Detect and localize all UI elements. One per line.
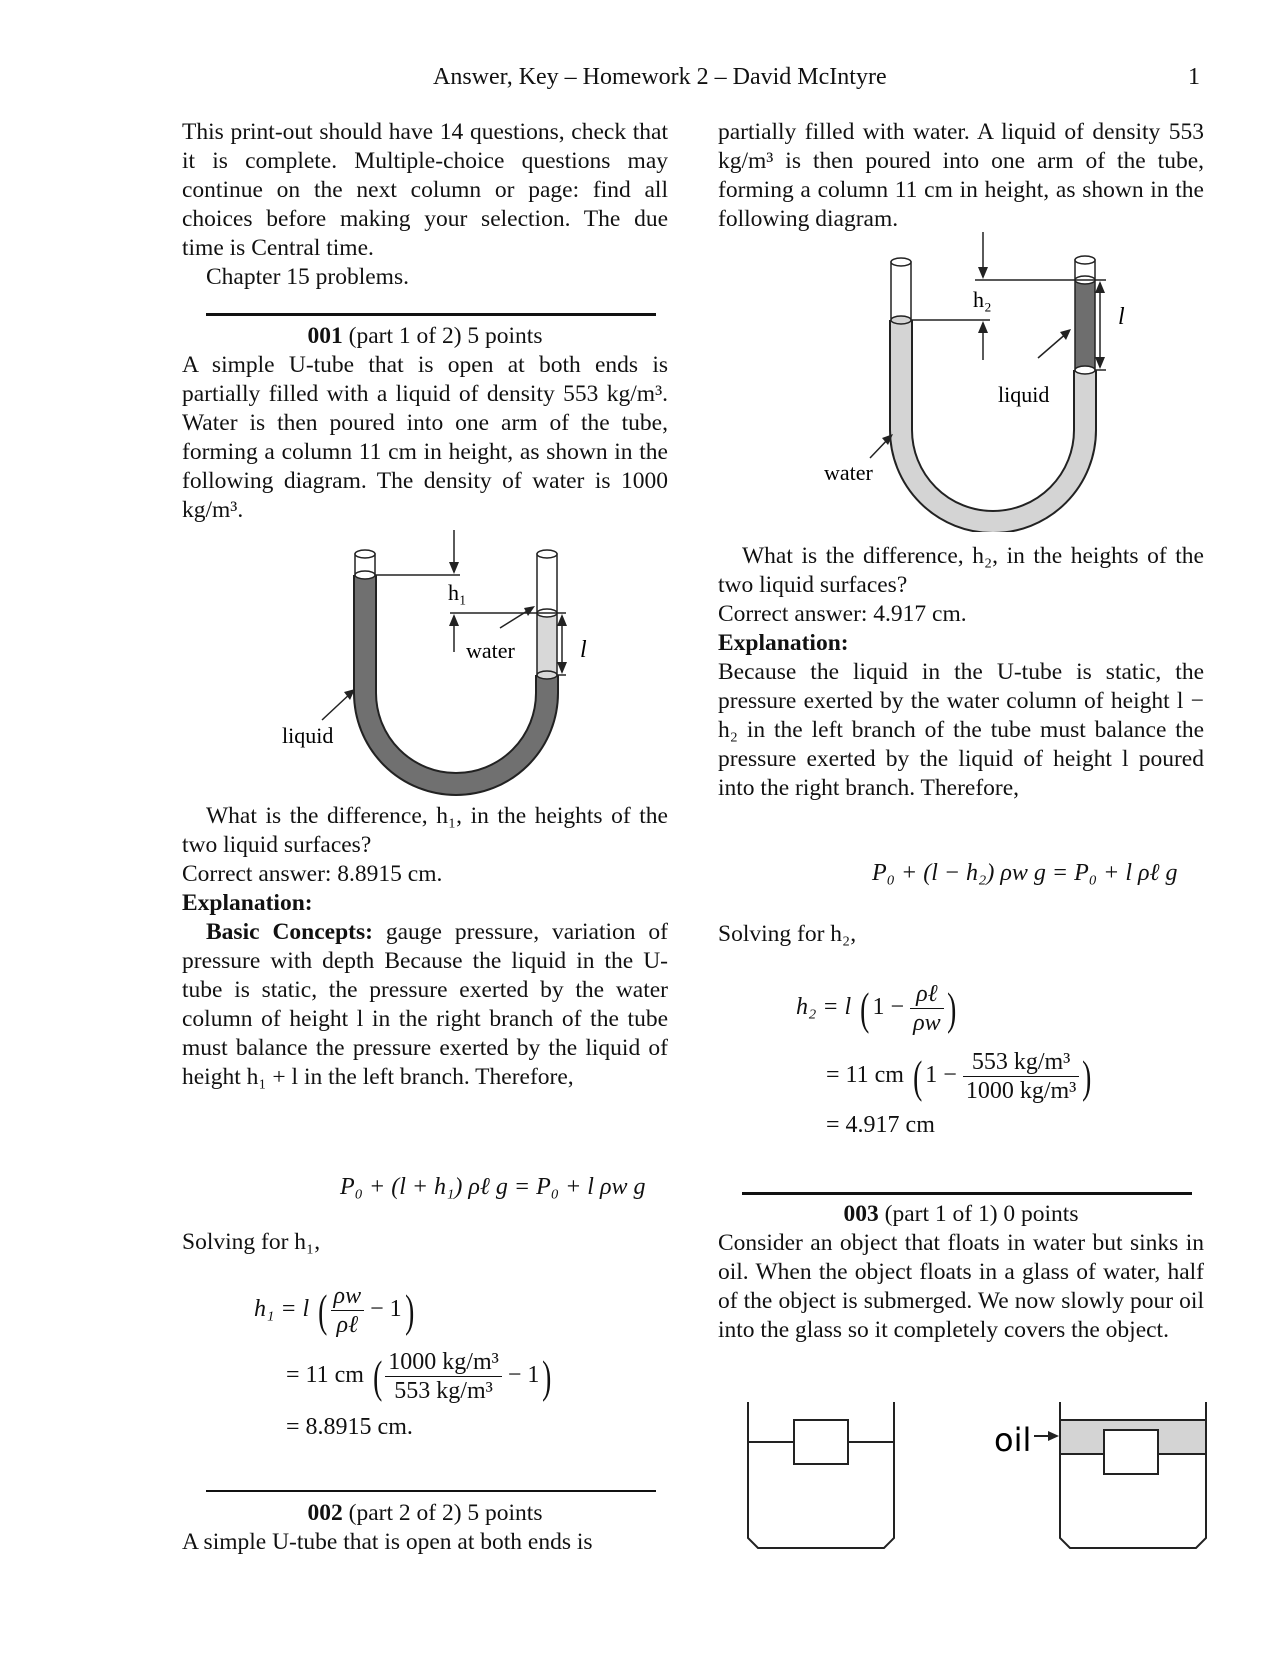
floating-object [794,1420,848,1464]
q002-sol1-head: 1 − [872,994,905,1021]
page-number: 1 [1188,64,1200,90]
q001-answer: Correct answer: 8.8915 cm. [182,861,443,887]
intro-text: This print-out should have 14 questions, check that it is complete. Multiple-choice questions may continue on the next column or page: find all choices before making your selection. The due time is Central time. [182,119,668,261]
liquid-fill [365,575,547,784]
q002-start [182,1499,668,1557]
q002-explanation-text: Because the liquid in the U-tube is static, the pressure exerted by the water column of height l − h₂ in the left branch of the tube must balance the pressure exerted by the liquid of height l poured into the right branch. Therefore, [718,659,1204,801]
submerged-object [1104,1430,1158,1474]
glass-diagrams [740,1396,1210,1556]
q002-sol2-num: 553 kg/m³ [963,1048,1080,1077]
q003-text: Consider an object that floats in water but sinks in oil. When the object floats in a glass of water, half of the object is submerged. We now slowly pour oil into the glass so it completely covers the object. [718,1230,1204,1343]
q001-solution [182,802,668,1092]
oil-label: oil [994,1421,1032,1459]
q001-sol1-num: ρw [331,1282,365,1311]
q001-sol1-lhs: h₁ = l [254,1296,310,1323]
q001-solving-line: Solving for h₁, [182,1229,321,1255]
q001-sol2-num: 1000 kg/m³ [385,1348,502,1377]
q003-heading [718,1200,1204,1229]
q002-text-start: A simple U-tube that is open at both ends is [182,1529,593,1555]
q001-sol2-den: 553 kg/m³ [394,1378,493,1404]
liquid-label: liquid [998,382,1050,407]
q001-concepts-text: gauge pressure, variation of pressure with depth Because the liquid in the U-tube is static, the pressure exerted by the water column of height l in the right branch of the tube must balance the pressure exerted by the liquid of height h₁ + l in the left branch. Therefore, [182,919,669,1090]
q002-meta: (part 2 of 2) 5 points [342,1500,543,1526]
q001-sol1-tail: − 1 [364,1296,402,1323]
q001-sol-line2: = 11 cm ( $\frac{\text{1000 kg/m³}}{\text{553 kg/m³}}$ − 1) [286,1349,552,1404]
q002-sol1-den: ρw [913,1010,941,1036]
q002-sol1-num: ρℓ [910,980,944,1009]
q002-number: 002 [307,1500,343,1526]
q002-heading [182,1499,668,1528]
divider-rule [206,1490,656,1492]
glass-oil [1034,1402,1206,1548]
q002-sol2-head: 1 − [925,1062,957,1089]
right-tube-top [537,554,557,613]
q001-explanation-label: Explanation: [182,890,313,916]
liquid-column [1075,280,1095,370]
q001-sol1-den: ρℓ [336,1312,359,1338]
h1-label: h₁ [448,580,467,605]
q001-solving [182,1228,668,1257]
q001-text: A simple U-tube that is open at both ends is partially filled with a liquid of density 553 kg/m³. Water is then poured into one arm of the tube, forming a column 11 cm in height, as shown in the following diagram. The density of water is 1000 kg/m³. [182,352,668,523]
q003-number: 003 [843,1201,879,1227]
q002-sol2-den: 1000 kg/m³ [965,1078,1077,1104]
l-label: l [1118,304,1125,330]
q001-sol-line3: = 8.8915 cm. [286,1414,413,1440]
q002-question: What is the difference, h₂, in the heights of the two liquid surfaces? [718,543,1204,598]
q002-answer: Correct answer: 4.917 cm. [718,601,967,627]
q002-solving-line: Solving for h₂, [718,921,857,947]
water-label: water [824,460,873,485]
q002-equation: P₀ + (l − h₂) ρw g = P₀ + l ρℓ g [872,860,1178,886]
glass-water [748,1402,894,1548]
divider-rule [742,1192,1192,1195]
q001-concepts [182,918,668,1092]
q001-sol2-tail: − 1 [501,1362,540,1389]
l-label: l [580,637,587,663]
q002-sol1-lhs: h₂ = l [796,994,852,1021]
q001-sol-line1: h₁ = l ( $\frac{\rho w}{\text{ρℓ}}$ − 1) [254,1283,414,1338]
q002-text-cont: partially filled with water. A liquid of density 553 kg/m³ is then poured into one arm of the tube, forming a column 11 cm in height, as shown in the following diagram. [718,119,1204,232]
q002-sol-line3: = 4.917 cm [826,1112,935,1138]
q001-block [182,322,668,525]
u-tube-diagram-2 [810,232,1150,532]
q002-sol-line1: h₂ = l ( 1 − $\frac{\text{ρℓ}}{\rho w}$ ) [796,981,956,1036]
page-header-title: Answer, Key – Homework 2 – David McIntyre [433,64,887,90]
q001-concepts-label: Basic Concepts: [206,919,373,945]
h2-label: h₂ [973,287,992,312]
q003-block [718,1200,1204,1345]
water-fill [901,320,1085,522]
intro-block [182,118,668,292]
q003-meta: (part 1 of 1) 0 points [878,1201,1079,1227]
q001-heading [182,322,668,351]
u-tube-diagram-1 [270,530,610,830]
left-tube-top [891,262,911,320]
divider-rule [206,313,656,316]
water-label: water [466,638,515,663]
q001-question: What is the difference, h₁, in the heights of the two liquid surfaces? [182,803,668,858]
q002-continued [718,118,1204,234]
q002-solution [718,542,1204,803]
q002-sol-line2: = 11 cm ( 1 − $\frac{\text{553 kg/m³}}{\text{1000 kg/m³}}$ ) [826,1049,1092,1104]
q002-solving [718,920,1204,949]
liquid-label: liquid [282,723,334,748]
q001-meta: (part 1 of 2) 5 points [342,323,543,349]
water-column [537,613,557,675]
q002-sol2-lhs: = 11 cm [826,1062,904,1089]
q001-number: 001 [307,323,343,349]
q001-sol2-lhs: = 11 cm [286,1362,364,1389]
q001-equation: P₀ + (l + h₁) ρℓ g = P₀ + l ρw g [340,1174,646,1200]
q002-explanation-label: Explanation: [718,630,849,656]
chapter-line: Chapter 15 problems. [206,264,409,290]
